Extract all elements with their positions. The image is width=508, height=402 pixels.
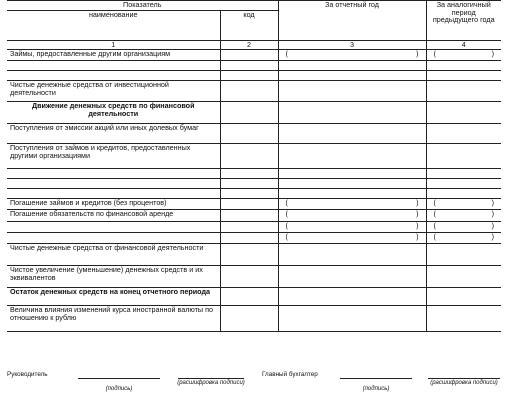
- table-row: [7, 124, 501, 144]
- row-current-year-cell[interactable]: [278, 306, 426, 332]
- head-decode-hint: (расшифровка подписи): [177, 380, 245, 386]
- row-code-cell[interactable]: [220, 266, 278, 288]
- row-prev-year-cell[interactable]: [426, 189, 501, 199]
- head-signature-line[interactable]: [78, 378, 160, 379]
- row-label: Поступления от займов и кредитов, предоставленных другими организациями: [7, 144, 220, 169]
- row-code-cell[interactable]: [220, 61, 278, 71]
- row-code-cell[interactable]: [220, 144, 278, 169]
- head-signature-hint: (подпись): [105, 386, 133, 392]
- chief-signature-hint: (подпись): [362, 386, 390, 392]
- row-code-cell[interactable]: [220, 179, 278, 189]
- close-paren: ): [491, 49, 494, 58]
- chief-signature-line[interactable]: [340, 378, 412, 379]
- name-header: наименование: [7, 11, 220, 41]
- row-code-cell[interactable]: [220, 81, 278, 102]
- col-num-4: 4: [426, 41, 501, 50]
- row-current-year-cell[interactable]: [278, 124, 426, 144]
- open-paren: (: [285, 232, 288, 241]
- col-num-3: 3: [278, 41, 426, 50]
- negative-value-brackets: [282, 222, 423, 230]
- row-prev-year-cell[interactable]: [426, 81, 501, 102]
- row-label: Движение денежных средств по финансовой деятельности: [7, 102, 220, 124]
- row-label: Остаток денежных средств на конец отчетного периода: [7, 288, 220, 306]
- row-prev-year-cell[interactable]: [426, 306, 501, 332]
- row-prev-year-cell[interactable]: [426, 266, 501, 288]
- row-prev-year-cell[interactable]: [426, 210, 501, 222]
- row-code-cell[interactable]: [220, 199, 278, 210]
- row-current-year-cell[interactable]: [278, 288, 426, 306]
- row-current-year-cell[interactable]: [278, 144, 426, 169]
- row-current-year-cell[interactable]: [278, 179, 426, 189]
- table-row: [7, 222, 501, 233]
- row-code-cell[interactable]: [220, 233, 278, 244]
- close-paren: ): [416, 232, 419, 241]
- row-label: [7, 169, 220, 179]
- row-prev-year-cell[interactable]: [426, 288, 501, 306]
- negative-value-brackets: [430, 233, 499, 241]
- row-label: Погашение займов и кредитов (без процентов): [7, 199, 220, 210]
- close-paren: ): [491, 209, 494, 218]
- open-paren: (: [433, 198, 436, 207]
- row-label: [7, 233, 220, 244]
- row-prev-year-cell[interactable]: [426, 244, 501, 266]
- row-code-cell[interactable]: [220, 306, 278, 332]
- table-row: [7, 144, 501, 169]
- row-label: Величина влияния изменений курса иностранной валюты по отношению к рублю: [7, 306, 220, 332]
- table-row: [7, 169, 501, 179]
- table-row: [7, 61, 501, 71]
- row-prev-year-cell[interactable]: [426, 199, 501, 210]
- close-paren: ): [416, 221, 419, 230]
- cash-flow-form: [7, 0, 501, 332]
- table-row: [7, 244, 501, 266]
- row-label: Чистые денежные средства от инвестиционной деятельности: [7, 81, 220, 102]
- table-row: [7, 102, 501, 124]
- close-paren: ): [491, 232, 494, 241]
- open-paren: (: [285, 221, 288, 230]
- row-label: Погашение обязательств по финансовой аренде: [7, 210, 220, 222]
- negative-value-brackets: [282, 199, 423, 207]
- close-paren: ): [416, 209, 419, 218]
- table-row: [7, 288, 501, 306]
- row-current-year-cell[interactable]: [278, 50, 426, 61]
- row-prev-year-cell[interactable]: [426, 71, 501, 81]
- row-prev-year-cell[interactable]: [426, 144, 501, 169]
- close-paren: ): [416, 198, 419, 207]
- row-current-year-cell[interactable]: [278, 244, 426, 266]
- chief-decode-hint: (расшифровка подписи): [430, 380, 498, 386]
- prev-year-header: За аналогичный период предыдущего года: [426, 1, 501, 41]
- row-code-cell[interactable]: [220, 169, 278, 179]
- row-prev-year-cell[interactable]: [426, 124, 501, 144]
- row-code-cell[interactable]: [220, 222, 278, 233]
- row-code-cell[interactable]: [220, 244, 278, 266]
- open-paren: (: [433, 221, 436, 230]
- open-paren: (: [285, 49, 288, 58]
- chief-decode-line[interactable]: [428, 378, 500, 379]
- row-code-cell[interactable]: [220, 210, 278, 222]
- indicator-header: Показатель: [7, 1, 278, 11]
- open-paren: (: [433, 232, 436, 241]
- row-code-cell[interactable]: [220, 124, 278, 144]
- row-label: Чистые денежные средства от финансовой деятельности: [7, 244, 220, 266]
- row-prev-year-cell[interactable]: [426, 222, 501, 233]
- row-code-cell[interactable]: [220, 50, 278, 61]
- row-code-cell[interactable]: [220, 189, 278, 199]
- row-label: Займы, предоставленные другим организациям: [7, 50, 220, 61]
- chief-accountant-label: Главный бухгалтер: [262, 371, 318, 378]
- negative-value-brackets: [430, 222, 499, 230]
- row-label: Чистое увеличение (уменьшение) денежных средств и их эквивалентов: [7, 266, 220, 288]
- row-label: [7, 61, 220, 71]
- table-row: [7, 71, 501, 81]
- row-code-cell[interactable]: [220, 102, 278, 124]
- row-current-year-cell[interactable]: [278, 71, 426, 81]
- row-label: [7, 222, 220, 233]
- open-paren: (: [285, 209, 288, 218]
- col-num-2: 2: [220, 41, 278, 50]
- row-current-year-cell[interactable]: [278, 61, 426, 71]
- negative-value-brackets: [282, 233, 423, 241]
- row-label: [7, 71, 220, 81]
- negative-value-brackets: [430, 50, 499, 58]
- row-current-year-cell[interactable]: [278, 81, 426, 102]
- close-paren: ): [491, 198, 494, 207]
- row-prev-year-cell[interactable]: [426, 233, 501, 244]
- table-row: [7, 81, 501, 102]
- table-row: [7, 266, 501, 288]
- row-prev-year-cell[interactable]: [426, 61, 501, 71]
- row-label: [7, 179, 220, 189]
- row-label: Поступления от эмиссии акций или иных долевых бумаг: [7, 124, 220, 144]
- row-prev-year-cell[interactable]: [426, 102, 501, 124]
- row-current-year-cell[interactable]: [278, 102, 426, 124]
- current-year-header: За отчетный год: [278, 1, 426, 41]
- close-paren: ): [491, 221, 494, 230]
- negative-value-brackets: [282, 210, 423, 218]
- row-current-year-cell[interactable]: [278, 169, 426, 179]
- row-code-cell[interactable]: [220, 288, 278, 306]
- row-prev-year-cell[interactable]: [426, 179, 501, 189]
- open-paren: (: [433, 49, 436, 58]
- negative-value-brackets: [282, 50, 423, 58]
- row-code-cell[interactable]: [220, 71, 278, 81]
- negative-value-brackets: [430, 199, 499, 207]
- code-header: код: [220, 11, 278, 41]
- table-row: [7, 50, 501, 61]
- head-label: Руководитель: [7, 371, 48, 378]
- table-row: [7, 189, 501, 199]
- col-num-1: 1: [7, 41, 220, 50]
- cash-flow-table: [7, 0, 501, 332]
- row-current-year-cell[interactable]: [278, 266, 426, 288]
- row-current-year-cell[interactable]: [278, 199, 426, 210]
- row-current-year-cell[interactable]: [278, 210, 426, 222]
- negative-value-brackets: [430, 210, 499, 218]
- table-row: [7, 233, 501, 244]
- close-paren: ): [416, 49, 419, 58]
- table-row: [7, 210, 501, 222]
- table-row: [7, 199, 501, 210]
- open-paren: (: [285, 198, 288, 207]
- table-row: [7, 179, 501, 189]
- table-row: [7, 306, 501, 332]
- row-current-year-cell[interactable]: [278, 233, 426, 244]
- open-paren: (: [433, 209, 436, 218]
- head-decode-line[interactable]: [178, 378, 244, 379]
- row-prev-year-cell[interactable]: [426, 50, 501, 61]
- row-current-year-cell[interactable]: [278, 189, 426, 199]
- row-prev-year-cell[interactable]: [426, 169, 501, 179]
- row-current-year-cell[interactable]: [278, 222, 426, 233]
- row-label: [7, 189, 220, 199]
